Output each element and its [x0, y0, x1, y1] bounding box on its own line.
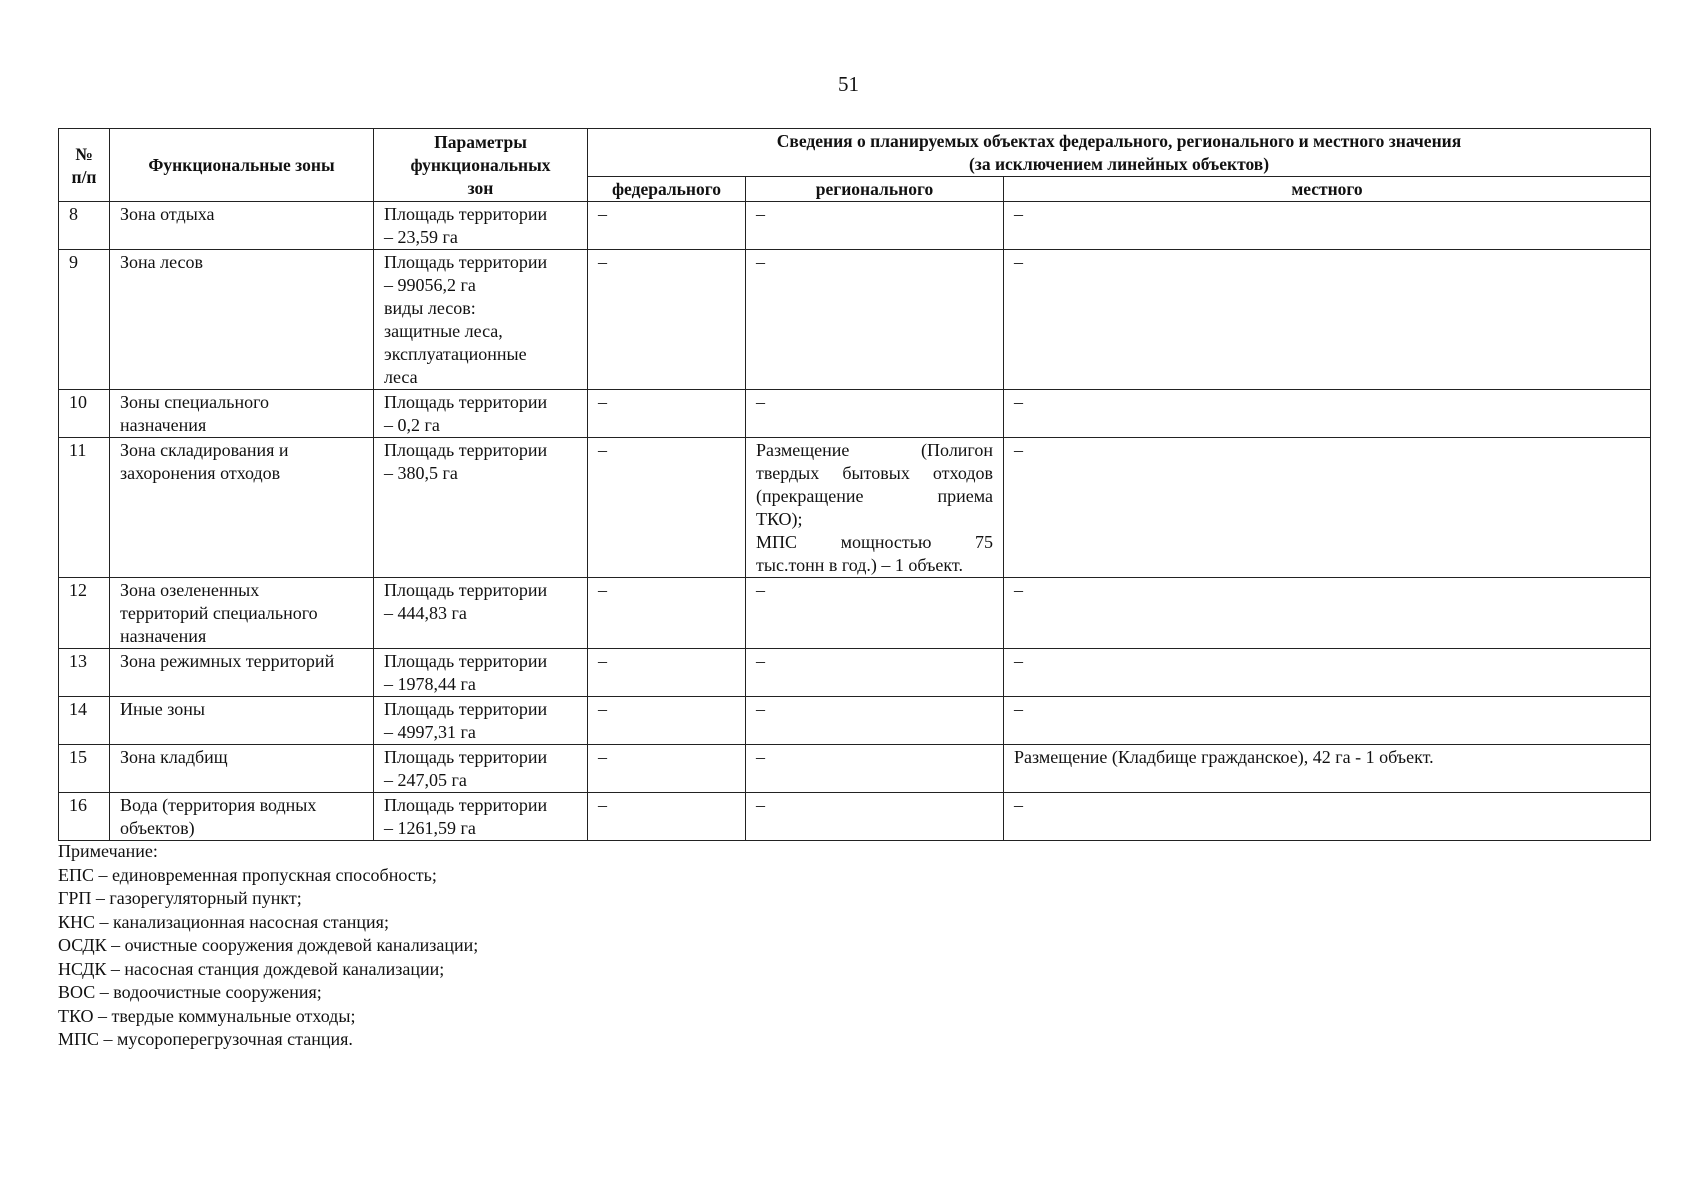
regional-line: твердых бытовых отходов — [756, 463, 993, 483]
row-federal: – — [588, 438, 746, 578]
row-regional: – — [746, 697, 1004, 745]
table-row — [59, 649, 1651, 697]
row-num: 8 — [59, 202, 110, 250]
page-number: 51 — [838, 72, 859, 96]
note-item: КНС – канализационная насосная станция; — [58, 911, 389, 932]
note-item: ОСДК – очистные сооружения дождевой канализации; — [58, 935, 479, 955]
row-params: Площадь территории – 23,59 га — [374, 202, 588, 250]
row-params: Площадь территории – 1978,44 га — [374, 649, 588, 697]
table-row — [59, 697, 1651, 745]
note-item: ВОС – водоочистные сооружения; — [58, 982, 322, 1002]
row-num: 15 — [59, 745, 110, 793]
row-regional: – — [746, 745, 1004, 793]
row-regional — [746, 438, 1004, 578]
note-item: МПС – мусороперегрузочная станция. — [58, 1029, 353, 1049]
row-zone: Зона отдыха — [110, 202, 374, 250]
row-zone: Зона озелененных территорий специального назначения — [110, 578, 374, 649]
row-params: Площадь территории – 4997,31 га — [374, 697, 588, 745]
header-num: № п/п — [59, 129, 110, 202]
row-num: 11 — [59, 438, 110, 578]
row-local: – — [1004, 390, 1651, 438]
row-local: – — [1004, 578, 1651, 649]
row-federal: – — [588, 202, 746, 250]
row-regional: – — [746, 390, 1004, 438]
row-regional: – — [746, 649, 1004, 697]
header-zone: Функциональные зоны — [110, 129, 374, 202]
regional-line: ТКО); — [756, 509, 803, 529]
row-regional: – — [746, 202, 1004, 250]
note-item: ЕПС – единовременная пропускная способность; — [58, 864, 437, 885]
table-row — [59, 578, 1651, 649]
row-params: Площадь территории – 380,5 га — [374, 438, 588, 578]
row-federal: – — [588, 390, 746, 438]
note-item: НСДК – насосная станция дождевой канализации; — [58, 958, 445, 979]
regional-line: тыс.тонн в год.) – 1 объект. — [756, 555, 963, 575]
row-num: 13 — [59, 649, 110, 697]
table-row — [59, 438, 1651, 578]
notes-section — [58, 840, 478, 1052]
row-zone: Зоны специального назначения — [110, 390, 374, 438]
regional-line: (прекращение приема — [756, 486, 993, 506]
row-regional: – — [746, 250, 1004, 390]
row-regional: – — [746, 793, 1004, 841]
regional-line: МПС мощностью 75 — [756, 532, 993, 552]
header-params: Параметры функциональных зон — [374, 129, 588, 202]
row-zone: Зона лесов — [110, 250, 374, 390]
note-item: ТКО – твердые коммунальные отходы; — [58, 1005, 356, 1026]
row-federal: – — [588, 745, 746, 793]
row-zone: Зона кладбищ — [110, 745, 374, 793]
row-local: – — [1004, 202, 1651, 250]
row-zone: Вода (территория водных объектов) — [110, 793, 374, 841]
table-row — [59, 202, 1651, 250]
row-local: – — [1004, 438, 1651, 578]
table-row — [59, 793, 1651, 841]
row-federal: – — [588, 578, 746, 649]
notes-title: Примечание: — [58, 841, 158, 861]
header-regional: регионального — [746, 177, 1004, 202]
row-local: – — [1004, 793, 1651, 841]
table-header-row — [59, 129, 1651, 177]
row-regional: – — [746, 578, 1004, 649]
row-params: Площадь территории – 0,2 га — [374, 390, 588, 438]
row-local: – — [1004, 649, 1651, 697]
row-num: 12 — [59, 578, 110, 649]
row-num: 16 — [59, 793, 110, 841]
functional-zones-table — [58, 128, 1651, 841]
row-params: Площадь территории – 444,83 га — [374, 578, 588, 649]
row-local: – — [1004, 250, 1651, 390]
row-zone: Зона режимных территорий — [110, 649, 374, 697]
header-local: местного — [1004, 177, 1651, 202]
row-params: Площадь территории – 247,05 га — [374, 745, 588, 793]
row-federal: – — [588, 649, 746, 697]
table-row — [59, 250, 1651, 390]
row-params: Площадь территории – 99056,2 га виды лесов: защитные леса, эксплуатационные леса — [374, 250, 588, 390]
table-row — [59, 390, 1651, 438]
note-item: ГРП – газорегуляторный пункт; — [58, 888, 302, 908]
row-federal: – — [588, 250, 746, 390]
header-federal: федерального — [588, 177, 746, 202]
row-num: 9 — [59, 250, 110, 390]
row-zone: Зона складирования и захоронения отходов — [110, 438, 374, 578]
regional-line: Размещение (Полигон — [756, 440, 993, 460]
row-num: 14 — [59, 697, 110, 745]
row-local: – — [1004, 697, 1651, 745]
row-federal: – — [588, 697, 746, 745]
row-params: Площадь территории – 1261,59 га — [374, 793, 588, 841]
header-objects-group: Сведения о планируемых объектах федерального, регионального и местного значения (за исключением линейных объектов) — [588, 129, 1651, 177]
row-federal: – — [588, 793, 746, 841]
table-row — [59, 745, 1651, 793]
row-local: Размещение (Кладбище гражданское), 42 га - 1 объект. — [1004, 745, 1651, 793]
row-zone: Иные зоны — [110, 697, 374, 745]
row-num: 10 — [59, 390, 110, 438]
